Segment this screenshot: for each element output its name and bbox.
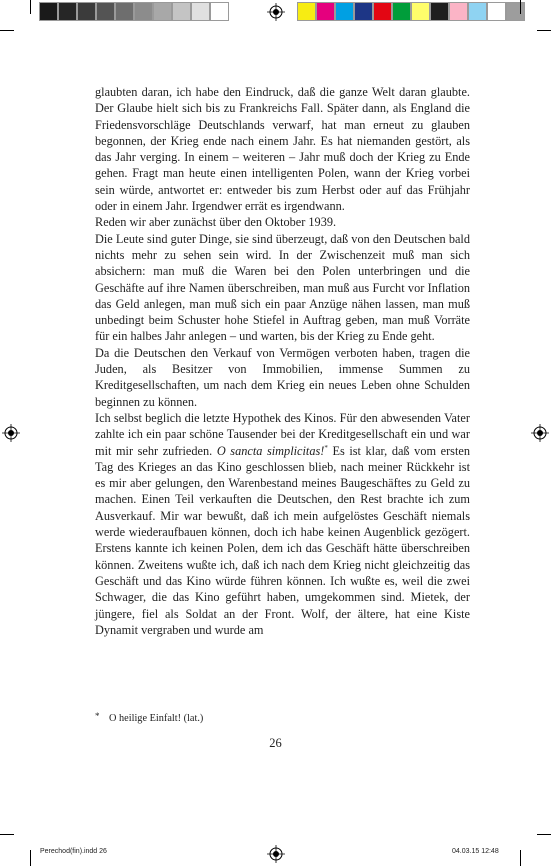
crop-mark-top-left-h — [0, 30, 14, 31]
process-color-bar — [297, 2, 525, 21]
process-swatch — [373, 2, 392, 21]
gray-swatch — [58, 2, 77, 21]
crop-mark-top-right-h — [537, 30, 551, 31]
gray-swatch — [39, 2, 58, 21]
process-swatch — [449, 2, 468, 21]
gray-swatch — [210, 2, 229, 21]
footnote-text: O heilige Einfalt! (lat.) — [109, 713, 204, 724]
footnote-mark: * — [95, 711, 100, 721]
process-swatch — [354, 2, 373, 21]
grayscale-color-bar — [39, 2, 229, 21]
crop-mark-bottom-right-v — [520, 850, 521, 866]
gray-swatch — [191, 2, 210, 21]
paragraph-5 — [95, 410, 470, 638]
crop-mark-top-right-v — [520, 0, 521, 14]
latin-phrase: O sancta simplicitas! — [216, 443, 325, 458]
footnote-reference: * — [324, 443, 328, 452]
gray-swatch — [77, 2, 96, 21]
gray-swatch — [153, 2, 172, 21]
crop-mark-bottom-right-h — [537, 834, 551, 835]
crop-mark-bottom-left-h — [0, 834, 14, 835]
registration-mark-top-icon — [267, 3, 285, 21]
paragraph-1: glaubten daran, ich habe den Eindruck, daß die ganze Welt daran glaubte. Der Glaube hielt sich bis zu Frankreichs Fall. Später dann, als England die Friedensvorschläge Deutschlands verwarf, hat man erneut zu glauben begonnen, der Krieg ende nach einem Jahr. Es hat niemanden gestört, als das Jahr verging. In einem – weiteren – Jahr muß doch der Krieg zu Ende gehen. Fragt man heute einen intelligenten Polen, wann der Krieg vorbei sein würde, antwortet er: entweder bis zum Herbst oder auf das Frühjahr oder in einem Jahr. Irgendwer errät es irgendwann. — [95, 85, 470, 214]
paragraph-2: Reden wir aber zunächst über den Oktober 1939. — [95, 215, 337, 230]
process-swatch — [506, 2, 525, 21]
paragraph-3: Die Leute sind guter Dinge, sie sind überzeugt, daß von den Deutschen bald nichts mehr zu sehen sein wird. In der Zwischenzeit muß man sich absichern: man muß die Waren bei den Polen unterbringen und die Geschäfte auf ihre Namen überschreiben, man muß aus Furcht vor Inflation das Geld anlegen, man muß sich ein paar Anzüge nähen lassen, man muß unbedingt beim Schuster hohe Stiefel in Auftrag geben, man muß Vorräte für ein halbes Jahr anlegen – und warten, bis der Krieg zu Ende geht. — [95, 231, 470, 344]
registration-mark-right-icon — [531, 424, 549, 442]
process-swatch — [487, 2, 506, 21]
registration-mark-bottom-icon — [267, 845, 285, 863]
gray-swatch — [96, 2, 115, 21]
crop-mark-top-left-v — [30, 0, 31, 14]
page-number: 26 — [269, 736, 282, 750]
process-swatch — [335, 2, 354, 21]
process-swatch — [430, 2, 449, 21]
process-swatch — [411, 2, 430, 21]
body-text — [95, 84, 470, 638]
slug-timestamp: 04.03.15 12:48 — [452, 848, 499, 855]
footnote — [95, 710, 470, 725]
slug-file-info: Perechod(fin).indd 26 — [40, 848, 107, 855]
paragraph-4: Da die Deutschen den Verkauf von Vermögen verboten haben, tragen die Juden, als Besitzer von Immobilien, immense Summen zu Kreditgesellschaften, um nach dem Krieg ein neues Leben ohne Schulden beginnen zu können. — [95, 345, 470, 409]
process-swatch — [297, 2, 316, 21]
gray-swatch — [172, 2, 191, 21]
crop-mark-bottom-left-v — [30, 850, 31, 866]
gray-swatch — [115, 2, 134, 21]
paragraph-5-end: Es ist klar, daß vom ersten Tag des Krieges an das Kino geschlossen blieb, nach meiner Rückkehr ist es mir aber gelungen, den Warenbestand meines Baugeschäftes zu Geld zu machen. Einen Teil verkauften die Deutschen, den Rest brachte ich zum Ausverkauf. Mir war bewußt, daß ich mein aufgelöstes Geschäft niemals werde wiederaufbauen können, doch ich habe keinen Augenblick gezögert. Erstens kannte ich keinen Polen, dem ich das Geschäft hätte überschreiben können. Zweitens wußte ich, daß ich nach dem Krieg nicht gleichzeitig das Geschäft und das Kino würde führen können. Ich wußte es, weil die zwei Schwager, die das Kino geführt haben, umgekommen sind. Mietek, der jüngere, fiel als Soldat an der Front. Wolf, der ältere, hat eine Kiste Dynamit vergraben und wurde am — [95, 443, 470, 637]
process-swatch — [392, 2, 411, 21]
process-swatch — [468, 2, 487, 21]
paragraph-5-start: Ich selbst beglich die letzte Hypothek des Kinos. Für den abwesenden Vater zahlte ich ein paar schöne Tausender bei der Kreditgesellschaft ein und war mit mir sehr zufrieden. — [95, 410, 470, 458]
process-swatch — [316, 2, 335, 21]
registration-mark-left-icon — [2, 424, 20, 442]
gray-swatch — [134, 2, 153, 21]
